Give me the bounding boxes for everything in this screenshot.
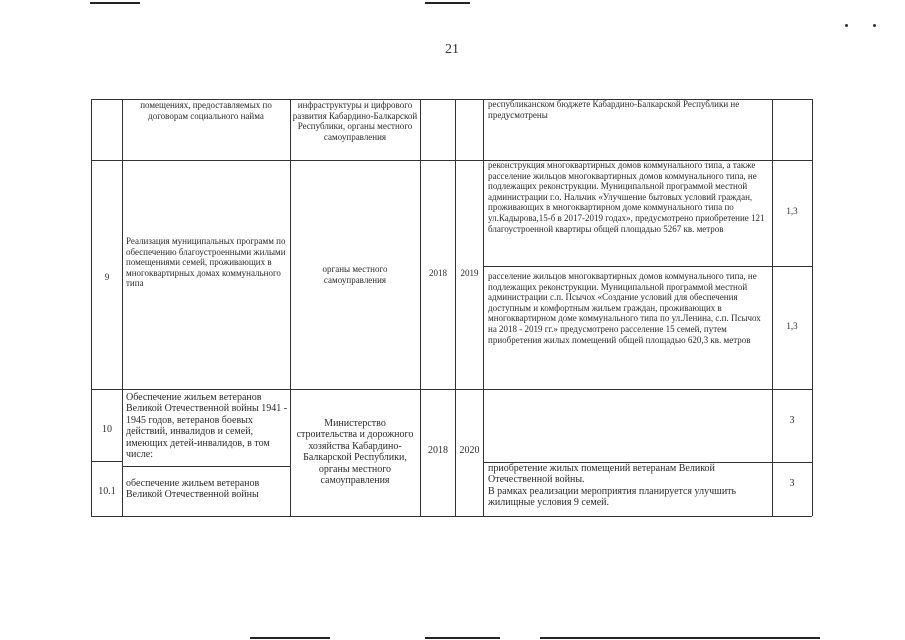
scan-artifact-top-left	[90, 2, 140, 4]
cont-row-executor: инфраструктуры и цифрового развития Кабардино-Балкарской Республики, органы местного самоуправления	[292, 100, 418, 142]
cont-row-name: помещениях, предоставляемых по договорам социального найма	[140, 100, 272, 121]
scan-artifact-bottom-center	[425, 637, 500, 639]
row9-end-year: 2019	[460, 268, 479, 278]
row9-ref-a: 1,3	[786, 206, 798, 216]
page-number: 21	[445, 42, 459, 57]
row10-1-number: 10.1	[98, 487, 116, 497]
row9-number: 9	[104, 272, 110, 282]
scan-artifact-bottom-right	[540, 637, 820, 639]
row10-number: 10	[102, 425, 112, 435]
row10-start-year: 2018	[428, 446, 448, 456]
row9-result-a: реконструкция многоквартирных домов коммунального типа, а также расселение жильцов многоквартирных домов коммунального типа, не подлежащих реконструкции. Муниципальной программой местной администрации г.о. Нальчик «Улучшение бытовых условий граждан, проживающих в многоквартирном доме коммунального типа по ул.Кадырова,15-б в 2017-2019 годах», предусмотрено приобретение 121 благоустроенной квартиры общей площадью 5267 кв. метров	[488, 160, 765, 234]
row9-executor: органы местного самоуправления	[322, 264, 388, 285]
row9-ref-b: 1,3	[786, 321, 798, 331]
row10-name: Обеспечение жильем ветеранов Великой Отечественной войны 1941 - 1945 годов, ветеранов боевых действий, инвалидов и семей, имеющих детей-инвалидов, в том числе:	[126, 392, 288, 461]
cont-row-result: республиканском бюджете Кабардино-Балкарской Республики не предусмотрены	[488, 99, 740, 120]
scan-dot	[873, 24, 876, 27]
row10-executor: Министерство строительства и дорожного хозяйства Кабардино-Балкарской Республики, органы местного самоуправления	[296, 418, 414, 487]
row10-1-result: приобретение жилых помещений ветеранам Великой Отечественной войны. В рамках реализации мероприятия планируется улучшить жилищные условия 9 семей.	[488, 463, 737, 509]
row9-result-b: расселение жильцов многоквартирных домов коммунального типа, не подлежащих реконструкции. Муниципальной программой местной администрации с.п. Псычох «Создание условий для обеспечения доступным и комфортным жильем граждан, проживающих в многоквартирном доме коммунального типа по ул.Ленина, с.п. Псычох на 2018 - 2019 гг.» предусмотрено расселение 15 семей, путем приобретения жилых помещений общей площадью 620,3 кв. метров	[488, 271, 761, 345]
scan-artifact-bottom-left	[250, 637, 330, 639]
row10-ref: 3	[789, 416, 795, 426]
row10-1-name: обеспечение жильем ветеранов Великой Отечественной войны	[126, 478, 260, 501]
row10-end-year: 2020	[459, 446, 480, 456]
scan-dot	[845, 24, 848, 27]
row9-start-year: 2018	[429, 268, 447, 278]
row10-1-ref: 3	[789, 479, 795, 489]
row9-name: Реализация муниципальных программ по обеспечению благоустроенными жилыми помещениями семей, проживающих в многоквартирных домах коммунального типа	[126, 236, 286, 289]
scan-artifact-top-center	[425, 2, 470, 4]
